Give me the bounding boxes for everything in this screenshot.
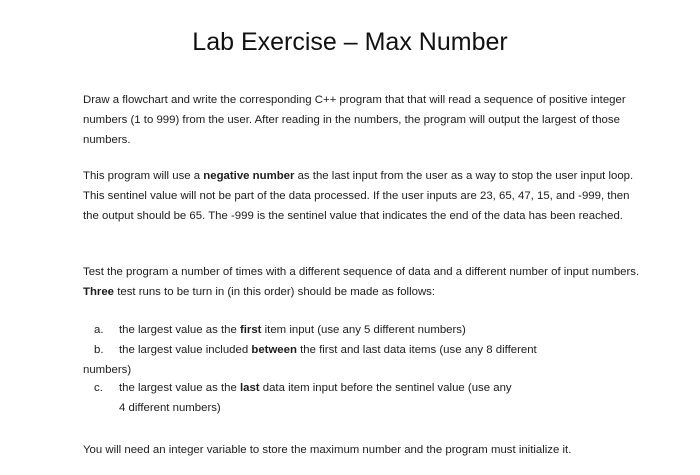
paragraph-test-runs-text-2: test runs to be turn in (in this order) should be made as follows: [114,286,436,298]
list-item-b-bold: between [251,344,297,356]
list-item-a [119,320,466,340]
list-marker-b: b. [94,344,104,356]
paragraph-test-runs [83,262,643,302]
list-item-c-bold: last [239,382,260,394]
paragraph-sentinel-text-1: This program will use a [83,170,204,182]
list-item-a-text-2: item input (use any 5 different numbers) [261,324,466,336]
document-title: Lab Exercise – Max Number [192,28,508,56]
list-marker-a: a. [94,324,104,336]
list-item-b-continuation: numbers) [83,364,132,376]
list-marker-c: c. [94,382,103,394]
paragraph-sentinel [83,166,643,226]
list-item-c-continuation: 4 different numbers) [119,402,221,414]
paragraph-sentinel-text-2: as the last input from the user as a way to stop the user input loop. This sentinel value will not be part of the data processed. If the user inputs are 23, 65, 47, 15, and -999, then the output should be 65. The -999 is the sentinel value that indicates the end of the data has been reached. [83,170,634,222]
paragraph-sentinel-bold: negative number [203,170,295,182]
list-item-c-text-1: the largest value as the [119,382,240,394]
paragraph-initialize: You will need an integer variable to store the maximum number and the program must initialize it. [83,444,572,456]
list-item-a-bold: first [239,324,262,336]
list-item-c-text-2: data item input before the sentinel value (use any [259,382,512,394]
list-item-b-text-1: the largest value included [119,344,252,356]
list-item-a-text-1: the largest value as the [119,324,240,336]
list-item-b [119,340,537,360]
paragraph-test-runs-bold: Three [83,286,115,298]
paragraph-test-runs-text-1: Test the program a number of times with a different sequence of data and a different number of input numbers. [83,266,640,278]
list-item-c [119,378,512,398]
paragraph-instructions: Draw a flowchart and write the corresponding C++ program that that will read a sequence of positive integer numbers (1 to 999) from the user. After reading in the numbers, the program will output the largest of those numbers. [83,94,626,146]
list-item-b-text-2: the first and last data items (use any 8 different [296,344,537,356]
